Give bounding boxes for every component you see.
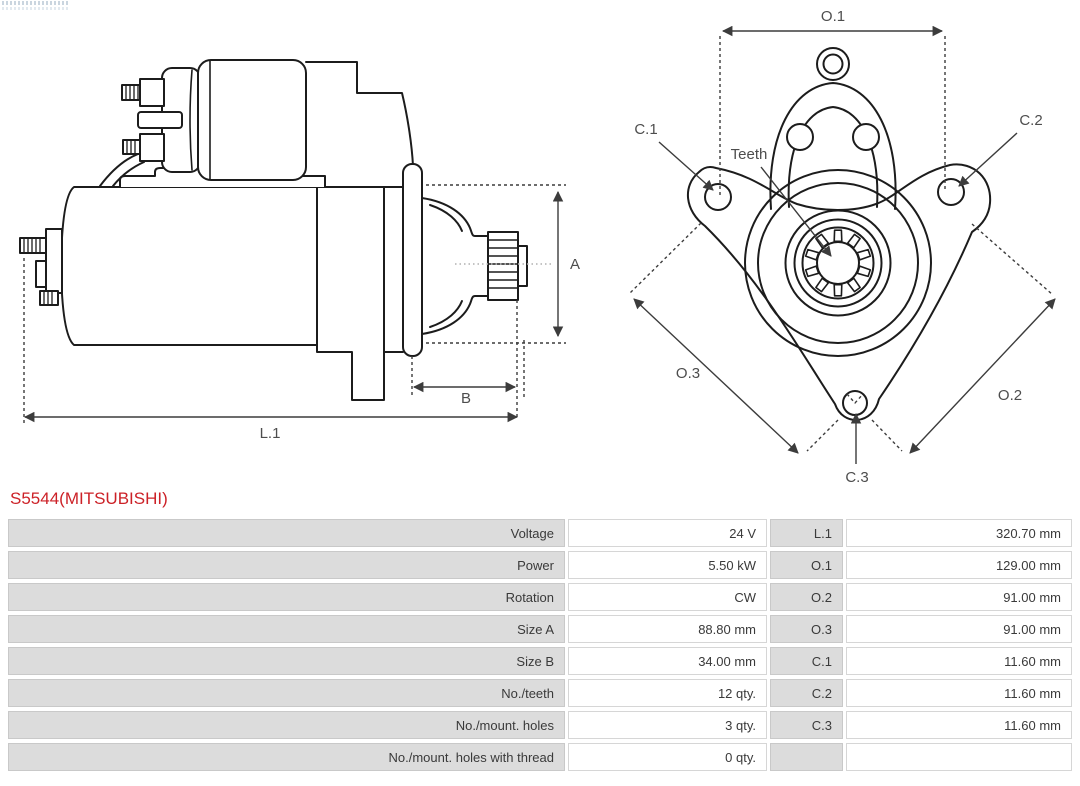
dim-label-c1: C.1 <box>634 121 658 138</box>
spec-row-dim: O.3 <box>770 615 843 643</box>
spec-row-value: 12 qty. <box>568 679 767 707</box>
dim-label-o1: O.1 <box>820 8 846 25</box>
spec-row-dim-value: 91.00 mm <box>846 615 1072 643</box>
spec-row-value: CW <box>568 583 767 611</box>
dim-label-o2: O.2 <box>997 387 1023 404</box>
spec-row-dim: C.2 <box>770 679 843 707</box>
spec-row-dim-value: 11.60 mm <box>846 679 1072 707</box>
part-number: S5544(MITSUBISHI) <box>10 489 168 508</box>
spec-row-value: 88.80 mm <box>568 615 767 643</box>
dim-label-c3: C.3 <box>845 469 869 486</box>
spec-row-dim <box>770 743 843 771</box>
spec-row-label: No./mount. holes with thread <box>8 743 565 771</box>
spec-row-dim-value: 11.60 mm <box>846 647 1072 675</box>
dim-label-c2: C.2 <box>1019 112 1043 129</box>
spec-row-label: Rotation <box>8 583 565 611</box>
spec-row-dim: C.1 <box>770 647 843 675</box>
spec-row-dim: L.1 <box>770 519 843 547</box>
spec-row-dim-value: 320.70 mm <box>846 519 1072 547</box>
spec-row-label: Size B <box>8 647 565 675</box>
dim-label-l1: L.1 <box>259 425 281 442</box>
spec-row-label: Size A <box>8 615 565 643</box>
dim-label-o3: O.3 <box>675 365 701 382</box>
spec-row-label: No./mount. holes <box>8 711 565 739</box>
spec-row-dim-value: 91.00 mm <box>846 583 1072 611</box>
spec-row-dim-value: 129.00 mm <box>846 551 1072 579</box>
spec-row-dim-value <box>846 743 1072 771</box>
teeth-label: Teeth <box>730 146 768 163</box>
spec-row-dim: C.3 <box>770 711 843 739</box>
spec-row-dim-value: 11.60 mm <box>846 711 1072 739</box>
spec-table <box>8 519 1072 771</box>
spec-row-label: No./teeth <box>8 679 565 707</box>
dim-label-a: A <box>569 256 581 273</box>
spec-row-value: 24 V <box>568 519 767 547</box>
side-view-outline <box>20 60 527 400</box>
spec-row-label: Power <box>8 551 565 579</box>
spec-row-dim: O.2 <box>770 583 843 611</box>
spec-row-dim: O.1 <box>770 551 843 579</box>
spec-row-label: Voltage <box>8 519 565 547</box>
spec-row-value: 0 qty. <box>568 743 767 771</box>
spec-row-value: 5.50 kW <box>568 551 767 579</box>
spec-row-value: 34.00 mm <box>568 647 767 675</box>
spec-row-value: 3 qty. <box>568 711 767 739</box>
dim-label-b: B <box>460 390 472 407</box>
